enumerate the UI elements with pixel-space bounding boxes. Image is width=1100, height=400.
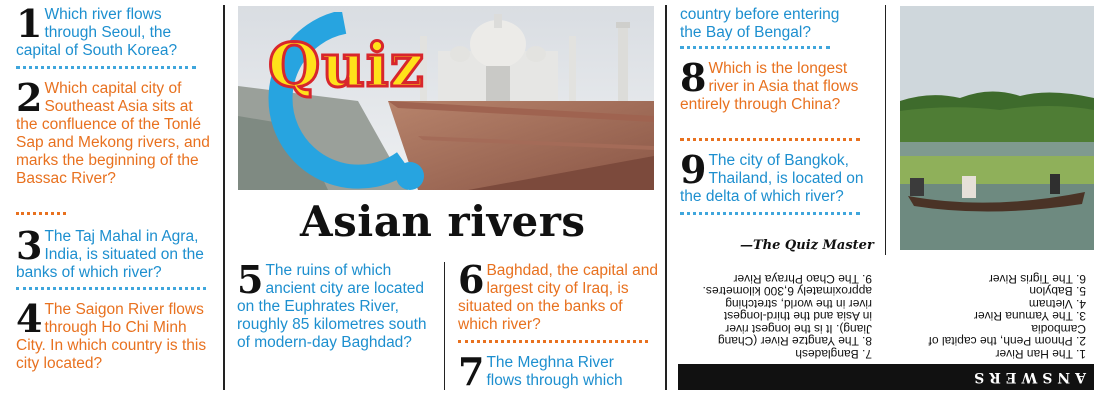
question-8 — [680, 55, 860, 114]
question-text: The Meghna River flows through which — [486, 354, 623, 389]
divider — [458, 340, 648, 343]
quiz-master-signature: —The Quiz Master — [740, 238, 874, 253]
question-text: The Taj Mahal in Agra, India, is situated on the banks of which river? — [16, 228, 204, 281]
question-text: The ruins of which ancient city are located on the Euphrates River, roughly 85 kilometres south of modern-day Baghdad? — [237, 262, 427, 351]
answer-line: 6. The Tigris River — [988, 272, 1086, 286]
answers-heading-text: ANSWERS — [969, 369, 1086, 385]
answer-line: 4. Vietnam — [1028, 297, 1086, 311]
answers-section — [678, 263, 1094, 390]
question-5 — [237, 257, 437, 352]
column-rule — [444, 262, 445, 390]
divider — [16, 212, 66, 215]
answer-line: 9. The Chao Phraya River — [733, 272, 872, 286]
answer-line: 2. Phnom Penh, the capital of — [928, 334, 1086, 349]
question-text: Which river flows through Seoul, the capital of South Korea? — [16, 6, 178, 59]
question-text: Which is the longest river in Asia that flows entirely through China? — [680, 60, 859, 113]
question-number: 9 — [680, 147, 707, 192]
divider — [680, 46, 830, 49]
question-number: 6 — [458, 257, 485, 302]
question-3 — [16, 223, 216, 282]
answer-line: 8. The Yangtze River (Chang — [717, 334, 872, 349]
column-rule — [885, 5, 886, 255]
answer-line: approximately 6,300 kilometres. — [702, 284, 872, 299]
divider — [16, 287, 206, 290]
question-text: The Saigon River flows through Ho Chi Minh City. In which country is this city located? — [16, 301, 207, 372]
answers-heading — [678, 364, 1094, 390]
answer-line: river in the world, stretching — [725, 297, 872, 311]
answer-line: 1. The Han River — [995, 347, 1086, 361]
question-number: 2 — [16, 75, 43, 120]
answer-line: Jiang). It is the longest river — [725, 322, 872, 336]
answer-line: 3. The Yamuna River — [973, 309, 1086, 324]
question-7-continued: country before entering the Bay of Bengal? — [680, 6, 840, 41]
divider — [680, 212, 860, 215]
question-number: 5 — [237, 257, 264, 302]
question-2 — [16, 75, 216, 188]
question-9 — [680, 147, 870, 206]
answer-line: 5. Babylon — [1029, 284, 1086, 299]
question-text: Baghdad, the capital and largest city of Iraq, is situated on the banks of which river? — [458, 262, 658, 333]
river-boat-image — [900, 6, 1094, 250]
answer-line: 7. Bangladesh — [795, 347, 872, 361]
question-number: 3 — [16, 223, 43, 268]
river-boat-photo — [900, 6, 1094, 250]
question-number: 1 — [16, 1, 43, 46]
divider — [16, 66, 196, 69]
question-text: The city of Bangkok, Thailand, is located on the delta of which river? — [680, 152, 864, 205]
column-rule — [665, 5, 667, 390]
question-number: 4 — [16, 296, 43, 341]
answer-line: Cambodia — [1031, 322, 1086, 336]
divider — [680, 138, 860, 141]
question-number: 7 — [458, 349, 485, 394]
question-7 — [458, 349, 648, 394]
answer-line: in Asia and the third-longest — [723, 309, 872, 324]
question-6 — [458, 257, 658, 334]
question-text: Which capital city of Southeast Asia sits at the confluence of the Tonlé Sap and Mekong rivers, and marks the beginning of the Bassac River? — [16, 80, 210, 187]
question-1 — [16, 1, 216, 60]
answers-right-column — [682, 273, 872, 361]
question-4 — [16, 296, 216, 373]
quiz-logo-text: Quiz — [268, 31, 425, 101]
column-rule — [223, 5, 225, 390]
question-number: 8 — [680, 55, 707, 100]
answers-left-column — [886, 273, 1086, 361]
page-title: Asian rivers — [300, 197, 586, 246]
